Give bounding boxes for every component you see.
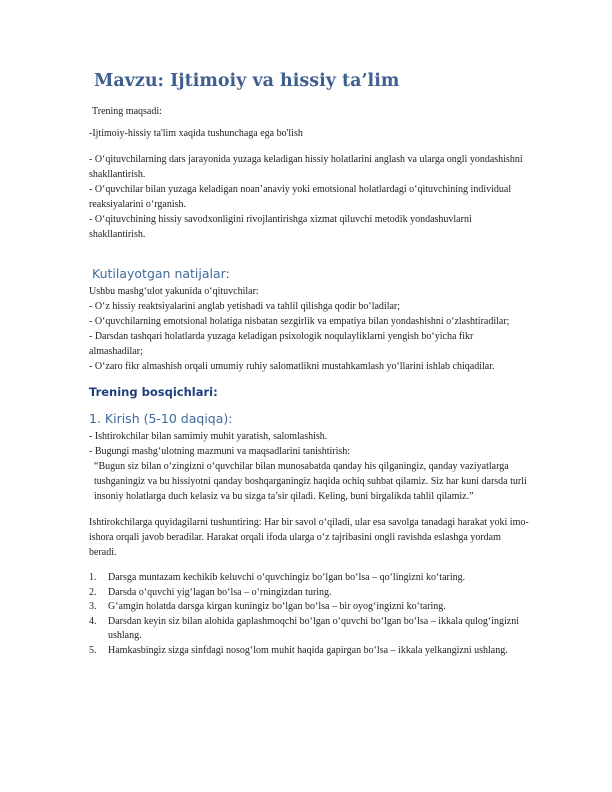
list-number: 3. — [89, 601, 97, 612]
list-item — [89, 644, 529, 659]
list-text: Darsda o‘quvchi yig‘lagan bo‘lsa – o‘rningizdan turing. — [108, 586, 332, 598]
list-text: Darsga muntazam kechikib keluvchi o‘quvchingiz bo‘lgan bo‘lsa – qo‘lingizni ko‘taring. — [108, 572, 466, 583]
page-title: Mavzu: Ijtimoiy va hissiy ta’lim — [94, 71, 400, 91]
steps-list — [89, 571, 529, 658]
list-number: 5. — [89, 644, 97, 656]
outcomes-intro: Ushbu mashg‘ulot yakunida o‘qituvchilar: — [89, 286, 259, 297]
stage1-heading: 1. Kirish (5-10 daqiqa): — [89, 411, 233, 426]
list-number: 1. — [89, 572, 97, 583]
list-text: Darsdan keyin siz bilan alohida gaplashmoqchi bo‘lgan o‘quvchi bo‘lgan bo‘lsa – ikkala qulog‘ingizni ushlang. — [108, 615, 520, 641]
page-content — [89, 70, 529, 658]
list-item — [89, 600, 529, 615]
outcome-item: - Darsdan tashqari holatlarda yuzaga keladigan psixologik noqulayliklarni yengish bo‘yicha fikr almashadilar; — [89, 331, 474, 357]
outcome-item: - O‘quvchilarning emotsional holatiga nisbatan sezgirlik va empatiya bilan yondashishni o‘zlashtiradilar; — [89, 316, 510, 327]
stages-heading: Trening bosqichlari: — [89, 385, 218, 399]
stage1-item: - Bugungi mashg‘ulotning mazmuni va maqsadlarini tanishtirish: — [89, 446, 351, 457]
outcome-item: - O‘zaro fikr almashish orqali umumiy ruhiy salomatlikni mustahkamlash yo‘llarini ishlab chiqadilar. — [89, 361, 495, 372]
stage1-quote: “Bugun siz bilan o‘zingizni o‘quvchilar bilan munosabatda qanday his qilganingiz, qanday vaziyatlarga tushganingiz va bu hissiyotni qanday boshqarganingiz haqida ochiq suhbat qilamiz. Siz har kuni darsda turli insoniy holatlarga duch kelasiz va bu sizga ta’sir qiladi. Keling, buni birgalikda tahlil qilamiz.” — [94, 461, 527, 502]
instructions-text: Ishtirokchilarga quyidagilarni tushuntiring: Har bir savol o‘qiladi, ular esa savolga tanadagi harakat yoki imo-ishora orqali javob beradilar. Harakat orqali ifoda ularga o‘z tajribasini ongli ravishda eslashga yordam beradi. — [89, 517, 529, 558]
goal-main: -Ijtimoiy-hissiy ta'lim xaqida tushunchaga ega bo'lish — [89, 128, 303, 139]
goal-item: - O‘qituvchilarning dars jarayonida yuzaga keladigan hissiy holatlarini anglash va ularga ongli yondashishni shakllantirish. — [89, 154, 523, 180]
stage1-item: - Ishtirokchilar bilan samimiy muhit yaratish, salomlashish. — [89, 431, 328, 442]
list-item — [89, 571, 529, 586]
list-number: 4. — [89, 615, 97, 627]
list-item — [89, 615, 529, 644]
goal-item: - O‘quvchilar bilan yuzaga keladigan noan’anaviy yoki emotsional holatlardagi o‘qituvchining individual reaksiyalarini o‘rganish. — [89, 184, 512, 210]
goals-heading: Trening maqsadi: — [92, 106, 162, 117]
goal-item: - O‘qituvchining hissiy savodxonligini rivojlantirishga xizmat qiluvchi metodik yondashuvlarni shakllantirish. — [89, 214, 472, 240]
outcomes-heading: Kutilayotgan natijalar: — [92, 266, 230, 281]
outcome-item: - O‘z hissiy reaktsiyalarini anglab yetishadi va tahlil qilishga qodir bo‘ladilar; — [89, 301, 401, 312]
list-number: 2. — [89, 586, 97, 598]
list-text: G‘amgin holatda darsga kirgan kuningiz bo‘lgan bo‘lsa – bir oyog‘ingizni ko‘taring. — [108, 601, 446, 612]
list-text: Hamkasbingiz sizga sinfdagi nosog‘lom muhit haqida gapirgan bo‘lsa – ikkala yelkangizni ushlang. — [108, 644, 508, 656]
list-item — [89, 586, 529, 601]
